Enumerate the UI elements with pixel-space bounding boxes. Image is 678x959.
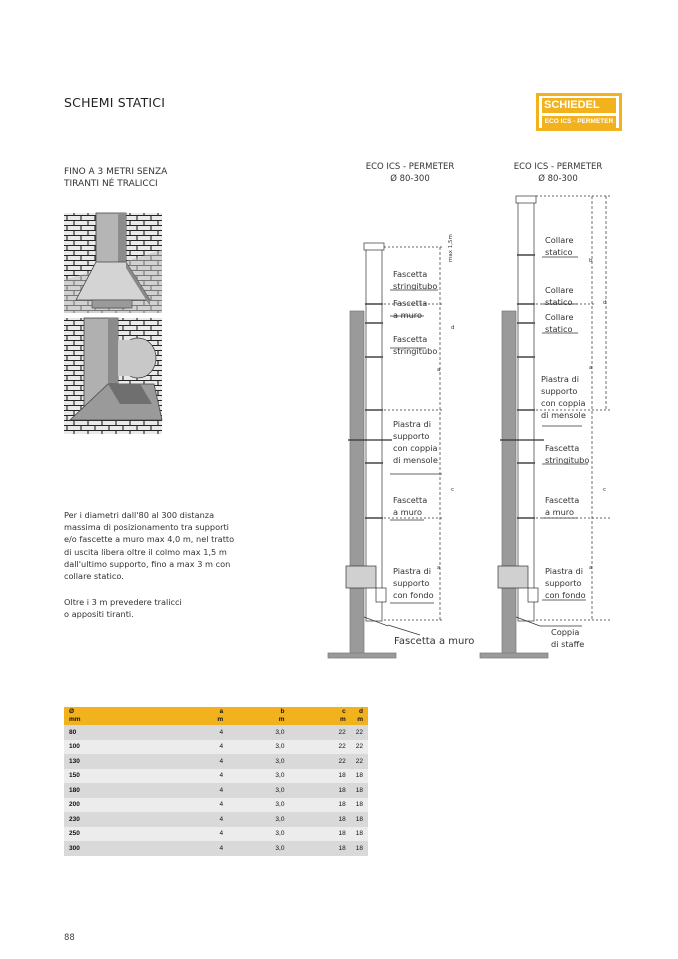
header-b: b m xyxy=(228,707,289,725)
paragraph-line: di uscita libera oltre il colmo max 1,5 m xyxy=(64,546,227,557)
diagram-title-text: ECO ICS - PERMETER xyxy=(513,162,603,172)
left-dim-max: max 1,5m xyxy=(448,234,454,262)
table-row: 150 4 3,0 18 18 xyxy=(64,769,368,784)
table-row: 100 4 3,0 22 22 xyxy=(64,740,368,755)
caption-line-1: FINO A 3 METRI SENZA xyxy=(64,167,168,177)
right-label-piastra-fondo: Piastra di supporto con fondo xyxy=(545,566,586,600)
table-row: 200 4 3,0 18 18 xyxy=(64,798,368,813)
left-diagram-title xyxy=(358,162,462,185)
left-label-fascetta-a-muro-2: Fascetta a muro xyxy=(393,495,428,517)
paragraph-line: Per i diametri dall'80 al 300 distanza xyxy=(64,510,215,520)
left-label-piastra-mensole: Piastra di supporto con coppia di mensole xyxy=(393,419,438,465)
page-title: SCHEMI STATICI xyxy=(64,95,166,110)
left-dim-a-2: a xyxy=(437,565,441,571)
table-row: 130 4 3,0 22 22 xyxy=(64,754,368,769)
caption-line-2: TIRANTI NÉ TRALICCI xyxy=(64,179,158,189)
paragraph-line: massima di posizionamento tra supporti xyxy=(64,522,229,533)
header-diameter: Ø mm xyxy=(64,707,159,725)
right-label-collare-statico-2: Collare statico xyxy=(545,285,574,307)
table-row: 300 4 3,0 18 18 xyxy=(64,841,368,856)
paragraph-line: collare statico. xyxy=(64,571,124,582)
brand-name: SCHIEDEL xyxy=(542,98,616,113)
paragraph-line: Oltre i 3 m prevedere tralicci xyxy=(64,597,182,607)
left-label-piastra-fondo: Piastra di supporto con fondo xyxy=(393,566,434,600)
right-dim-b: b xyxy=(589,258,593,264)
table-header-row xyxy=(64,707,368,725)
paragraph-line: o appositi tiranti. xyxy=(64,609,134,620)
right-label-collare-statico-1: Collare statico xyxy=(545,235,574,257)
diagram-subtitle-text: Ø 80-300 xyxy=(390,173,430,184)
header-d: d m xyxy=(351,707,368,725)
diagram-title-text: ECO ICS - PERMETER xyxy=(365,162,455,172)
diagram-subtitle-text: Ø 80-300 xyxy=(538,173,578,184)
table-row: 250 4 3,0 18 18 xyxy=(64,827,368,842)
right-label-coppia-staffe: Coppia di staffe xyxy=(551,627,585,649)
page-number: 88 xyxy=(64,933,75,943)
left-dim-d: d xyxy=(451,325,455,331)
left-label-fascetta-a-muro-base: Fascetta a muro xyxy=(394,636,475,647)
right-label-fascetta-stringitubo: Fascetta stringitubo xyxy=(545,443,590,465)
right-diagram-title xyxy=(509,162,607,185)
header-a: a m xyxy=(159,707,228,725)
table-row: 80 4 3,0 22 22 xyxy=(64,725,368,740)
left-dim-a-1: a xyxy=(437,367,441,373)
brand-product: ECO ICS - PERMETER xyxy=(542,116,616,128)
right-dim-a-2: a xyxy=(589,565,593,571)
table-row: 180 4 3,0 18 18 xyxy=(64,783,368,798)
table-row: 230 4 3,0 18 18 xyxy=(64,812,368,827)
dimensions-table xyxy=(64,707,368,856)
left-label-fascetta-stringitubo-1: Fascetta stringitubo xyxy=(393,269,438,291)
right-dim-a-1: a xyxy=(589,365,593,371)
right-dim-d: d xyxy=(603,300,607,306)
right-label-collare-statico-3: Collare statico xyxy=(545,312,574,334)
paragraph-line: dall'ultimo supporto, fino a max 3 m con xyxy=(64,558,231,569)
paragraph-line: e/o fascette a muro max 4,0 m, nel tratto xyxy=(64,534,235,545)
left-dim-c: c xyxy=(451,487,455,493)
header-c: c m xyxy=(289,707,350,725)
right-label-fascetta-a-muro: Fascetta a muro xyxy=(545,495,580,517)
left-label-fascetta-stringitubo-2: Fascetta stringitubo xyxy=(393,334,438,356)
right-dim-c: c xyxy=(603,487,607,493)
left-label-fascetta-a-muro-1: Fascetta a muro xyxy=(393,298,428,320)
right-label-piastra-mensole: Piastra di supporto con coppia di mensole xyxy=(541,374,586,420)
